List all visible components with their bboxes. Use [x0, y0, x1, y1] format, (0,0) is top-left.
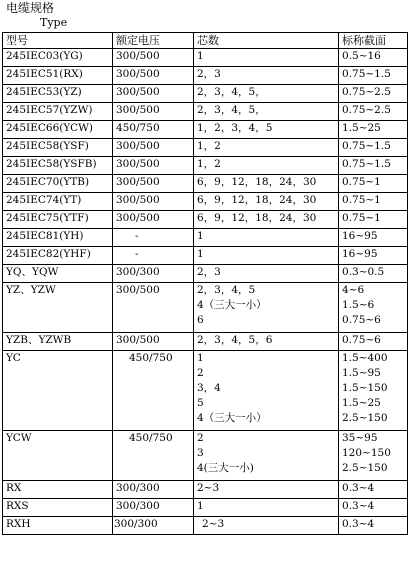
table-row — [3, 481, 408, 499]
cell-model: 245IEC03(YG) — [3, 49, 113, 67]
section-value: 0.75~1 — [342, 194, 381, 206]
header-model: 型号 — [3, 33, 113, 49]
cell-voltage: 300/500 — [113, 139, 194, 157]
cell-cores — [194, 481, 339, 499]
section-value: 1.5~25 — [342, 122, 381, 134]
cores-value: 3 — [197, 447, 204, 459]
cell-cores — [194, 157, 339, 175]
cell-model: 245IEC58(YSFB) — [3, 157, 113, 175]
table-row — [3, 283, 408, 333]
cell-model: 245IEC81(YH) — [3, 229, 113, 247]
cell-model: YZB、YZWB — [3, 333, 113, 351]
cell-cores — [194, 139, 339, 157]
cell-model: YQ、YQW — [3, 265, 113, 283]
cell-cores — [194, 49, 339, 67]
table-row — [3, 229, 408, 247]
cell-model: RXH — [3, 517, 113, 535]
section-value: 1.5~400 — [342, 352, 388, 364]
table-row — [3, 157, 408, 175]
section-value: 2.5~150 — [342, 462, 388, 474]
section-value: 0.75~1 — [342, 212, 381, 224]
cell-section — [339, 139, 408, 157]
cores-value: 2~3 — [202, 518, 225, 530]
cell-voltage: 450/750 — [113, 431, 194, 481]
cell-model: YCW — [3, 431, 113, 481]
cell-cores — [194, 67, 339, 85]
cores-value: 2，3，4，5 — [197, 284, 256, 296]
cell-model: 245IEC75(YTF) — [3, 211, 113, 229]
cell-section — [339, 103, 408, 121]
header-cores: 芯数 — [194, 33, 339, 49]
cable-spec-table — [2, 32, 408, 535]
section-value: 35~95 — [342, 432, 378, 444]
cell-voltage: 300/500 — [113, 85, 194, 103]
cores-value: 6 — [197, 314, 204, 326]
cores-value: 2，3，4，5， — [197, 104, 266, 116]
cell-section — [339, 175, 408, 193]
cell-model: 245IEC57(YZW) — [3, 103, 113, 121]
cell-voltage: 300/500 — [113, 333, 194, 351]
section-value: 0.3~4 — [342, 500, 375, 512]
section-value: 0.75~1.5 — [342, 68, 391, 80]
cell-cores — [194, 431, 339, 481]
cell-section — [339, 517, 408, 535]
cell-section — [339, 283, 408, 333]
cell-voltage: 300/300 — [113, 481, 194, 499]
cell-cores — [194, 103, 339, 121]
table-row — [3, 265, 408, 283]
cell-model: YZ、YZW — [3, 283, 113, 333]
table-body — [3, 49, 408, 535]
section-value: 0.3~0.5 — [342, 266, 385, 278]
cell-voltage: 300/300 — [113, 517, 194, 535]
table-row — [3, 247, 408, 265]
cell-voltage: - — [113, 229, 194, 247]
cell-voltage: 300/500 — [113, 175, 194, 193]
section-value: 0.75~1.5 — [342, 158, 391, 170]
cores-value: 4（三大一小） — [197, 412, 267, 424]
cell-model: YC — [3, 351, 113, 431]
document-subtitle: Type — [40, 16, 68, 29]
cell-model: 245IEC58(YSF) — [3, 139, 113, 157]
cell-cores — [194, 265, 339, 283]
table-row — [3, 139, 408, 157]
cell-voltage: - — [113, 247, 194, 265]
cell-section — [339, 85, 408, 103]
cores-value: 1 — [197, 500, 204, 512]
section-value: 0.75~1 — [342, 176, 381, 188]
cell-voltage: 300/500 — [113, 157, 194, 175]
table-row — [3, 211, 408, 229]
table-row — [3, 333, 408, 351]
cell-voltage: 300/500 — [113, 67, 194, 85]
cell-cores — [194, 175, 339, 193]
cell-section — [339, 351, 408, 431]
cell-model: 245IEC53(YZ) — [3, 85, 113, 103]
cores-value: 2~3 — [197, 482, 220, 494]
cores-value: 1 — [197, 50, 204, 62]
cores-value: 1，2 — [197, 140, 221, 152]
cell-cores — [194, 247, 339, 265]
cores-value: 2，3 — [197, 68, 221, 80]
cores-value: 5 — [197, 397, 204, 409]
cell-cores — [194, 85, 339, 103]
cores-value: 2，3 — [197, 266, 221, 278]
section-value: 0.75~2.5 — [342, 86, 391, 98]
table-row — [3, 67, 408, 85]
section-value: 16~95 — [342, 230, 378, 242]
cell-model: 245IEC70(YTB) — [3, 175, 113, 193]
table-row — [3, 175, 408, 193]
table-row — [3, 103, 408, 121]
cores-value: 6，9，12，18，24，30 — [197, 212, 317, 224]
cell-cores — [194, 517, 339, 535]
cores-value: 2，3，4，5， — [197, 86, 266, 98]
section-value: 16~95 — [342, 248, 378, 260]
cores-value: 2，3，4，5，6 — [197, 334, 273, 346]
section-value: 4~6 — [342, 284, 365, 296]
table-row — [3, 499, 408, 517]
cores-value: 1 — [197, 248, 204, 260]
cell-voltage: 300/300 — [113, 499, 194, 517]
cell-voltage: 450/750 — [113, 121, 194, 139]
cell-cores — [194, 229, 339, 247]
cell-section — [339, 67, 408, 85]
cell-section — [339, 431, 408, 481]
table-row — [3, 121, 408, 139]
table-row — [3, 193, 408, 211]
cores-value: 4(三大一小) — [197, 462, 254, 474]
cell-model: RXS — [3, 499, 113, 517]
section-value: 0.75~2.5 — [342, 104, 391, 116]
cores-value: 1，2，3，4，5 — [197, 122, 273, 134]
cell-model: 245IEC74(YT) — [3, 193, 113, 211]
section-value: 0.5~16 — [342, 50, 381, 62]
cell-section — [339, 49, 408, 67]
cell-cores — [194, 333, 339, 351]
cell-section — [339, 229, 408, 247]
cores-value: 3，4 — [197, 382, 221, 394]
cell-model: 245IEC82(YHF) — [3, 247, 113, 265]
table-row — [3, 431, 408, 481]
section-value: 0.3~4 — [342, 518, 375, 530]
section-value: 1.5~95 — [342, 367, 381, 379]
header-section: 标称截面 — [339, 33, 408, 49]
section-value: 1.5~150 — [342, 382, 388, 394]
cell-section — [339, 499, 408, 517]
cell-model: RX — [3, 481, 113, 499]
cell-cores — [194, 121, 339, 139]
cell-voltage: 300/500 — [113, 49, 194, 67]
section-value: 0.75~6 — [342, 314, 381, 326]
table-row — [3, 517, 408, 535]
cell-voltage: 300/500 — [113, 283, 194, 333]
section-value: 0.75~6 — [342, 334, 381, 346]
cores-value: 1，2 — [197, 158, 221, 170]
cell-section — [339, 193, 408, 211]
document-title: 电缆规格 — [6, 1, 55, 15]
cell-cores — [194, 499, 339, 517]
cell-section — [339, 157, 408, 175]
section-value: 1.5~25 — [342, 397, 381, 409]
section-value: 0.75~1.5 — [342, 140, 391, 152]
cell-section — [339, 481, 408, 499]
table-row — [3, 85, 408, 103]
cores-value: 6，9，12，18，24，30 — [197, 194, 317, 206]
section-value: 120~150 — [342, 447, 391, 459]
cell-cores — [194, 283, 339, 333]
cell-voltage: 300/500 — [113, 103, 194, 121]
cell-model: 245IEC66(YCW) — [3, 121, 113, 139]
table-row — [3, 49, 408, 67]
cores-value: 4（三大一小） — [197, 299, 267, 311]
cores-value: 6，9，12，18，24，30 — [197, 176, 317, 188]
cell-voltage: 300/500 — [113, 193, 194, 211]
cell-section — [339, 333, 408, 351]
table-row — [3, 351, 408, 431]
section-value: 0.3~4 — [342, 482, 375, 494]
cores-value: 1 — [197, 230, 204, 242]
cell-cores — [194, 211, 339, 229]
cell-voltage: 300/300 — [113, 265, 194, 283]
section-value: 2.5~150 — [342, 412, 388, 424]
cell-section — [339, 265, 408, 283]
header-voltage: 额定电压 — [113, 33, 194, 49]
section-value: 1.5~6 — [342, 299, 375, 311]
cores-value: 2 — [197, 367, 204, 379]
cell-model: 245IEC51(RX) — [3, 67, 113, 85]
cores-value: 1 — [197, 352, 204, 364]
cell-section — [339, 211, 408, 229]
cores-value: 2 — [197, 432, 204, 444]
cell-voltage: 450/750 — [113, 351, 194, 431]
cell-cores — [194, 351, 339, 431]
cell-section — [339, 247, 408, 265]
table-header-row — [3, 33, 408, 49]
cell-cores — [194, 193, 339, 211]
cell-section — [339, 121, 408, 139]
cell-voltage: 300/500 — [113, 211, 194, 229]
